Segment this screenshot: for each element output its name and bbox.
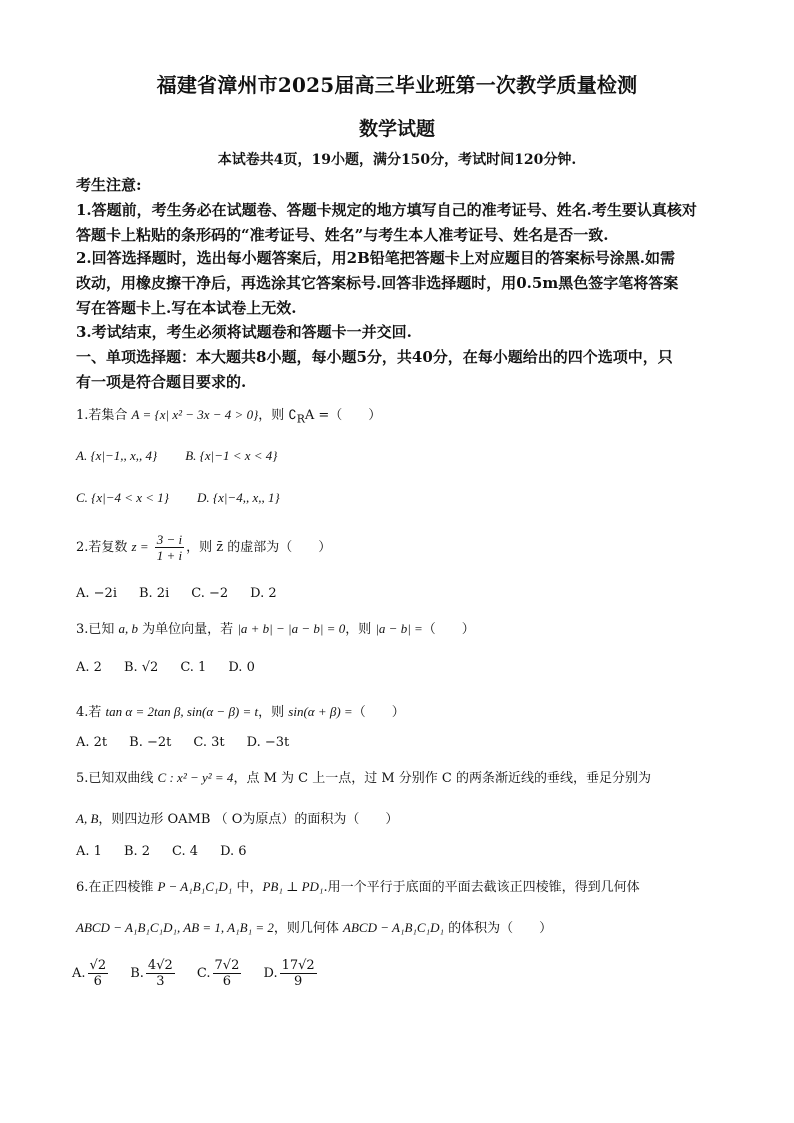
q3-option-c: C. 1 <box>180 660 207 675</box>
q4-option-b: B. −2t <box>129 735 172 750</box>
q6-option-b-fraction <box>146 958 175 989</box>
q6-option-d-label: D. <box>263 966 278 981</box>
q2-option-b: B. 2i <box>138 586 170 601</box>
q5-line2-rest: ，则四边形 OAMB （ O为原点）的面积为（ ） <box>98 812 399 827</box>
q3-option-a: A. 2 <box>76 660 102 675</box>
q6-option-c-label: C. <box>196 966 211 981</box>
question-6-line1 <box>76 876 640 895</box>
q3-option-b: B. √2 <box>123 660 159 675</box>
q6-line2-rest: 的体积为（ ） <box>444 921 553 936</box>
q6-option-a-den: 6 <box>93 974 102 989</box>
q6-pyramid: P − A₁B₁C₁D₁ <box>157 879 233 894</box>
q6-line2-mid: ，则几何体 <box>273 921 344 936</box>
q1-option-c: C. {x|−4 < x < 1} <box>76 490 169 505</box>
q6-option-a-fraction <box>88 958 109 989</box>
q4-condition: tan α = 2tan β, sin(α − β) = t <box>105 704 259 719</box>
q6-option-d-num: 17√2 <box>281 958 315 973</box>
q1-prefix: 1.若集合 <box>76 408 132 423</box>
q5-option-c: C. 4 <box>172 844 199 859</box>
q6-option-c-fraction <box>213 958 242 989</box>
q1-option-a: A. {x|−1,, x,, 4} <box>76 448 158 463</box>
notice-item2-line2: 改动，用橡皮擦干净后，再选涂其它答案标号.回答非选择题时，用0.5m黑色签字笔将答案 <box>76 274 679 292</box>
q6-option-b-label: B. <box>130 966 144 981</box>
page-title: 福建省漳州市2025届高三毕业班第一次教学质量检测 <box>156 73 638 97</box>
q4-prefix: 4.若 <box>76 705 106 720</box>
q4-ask: sin(α + β) = <box>288 704 353 719</box>
q6-option-b-den: 3 <box>156 974 165 989</box>
q3-prefix: 3.已知 <box>76 622 119 637</box>
notice-item2-line3: 写在答题卡上.写在本试卷上无效. <box>76 299 297 317</box>
q3-mid: 为单位向量，若 <box>138 622 238 637</box>
q6-option-c-den: 6 <box>222 974 232 989</box>
notice-item1-line2: 答题卡上粘贴的条形码的“准考证号、姓名”与考生本人准考证号、姓名是否一致. <box>76 226 609 244</box>
notice-item3: 3.考试结束，考生必须将试题卷和答题卡一并交回. <box>76 323 412 341</box>
section1-heading-line1: 一、单项选择题：本大题共8小题，每小题5分，共40分，在每小题给出的四个选项中，只 <box>76 348 673 366</box>
q1-option-b: B. {x|−1 < x < 4} <box>185 448 278 463</box>
notice-item1-line1: 1.答题前，考生务必在试题卷、答题卡规定的地方填写自己的准考证号、姓名.考生要认真核对 <box>76 201 697 219</box>
q6-option-d <box>263 958 318 989</box>
q5-options <box>76 844 269 859</box>
q2-fraction <box>155 532 184 563</box>
q6-option-a <box>72 958 110 989</box>
q4-option-a: A. 2t <box>76 735 108 750</box>
q2-option-c: C. −2 <box>191 586 229 601</box>
question-5-line1 <box>76 767 651 786</box>
q2-ask: ，则 z̄ 的虚部为（ ） <box>186 540 332 555</box>
question-5-line2 <box>76 808 398 827</box>
page-subtitle: 数学试题 <box>358 118 435 140</box>
q2-numerator: 3 − i <box>156 532 183 547</box>
q5-option-d: D. 6 <box>220 844 247 859</box>
question-6-line2 <box>76 917 552 936</box>
q3-vectors: a, b <box>118 621 139 636</box>
q6-option-c-num: 7√2 <box>214 958 240 973</box>
q6-option-c <box>197 958 243 989</box>
q6-option-d-den: 9 <box>293 974 303 989</box>
q5-line1-rest: ，点 M 为 C 上一点，过 M 分别作 C 的两条渐近线的垂线，垂足分别为 <box>233 771 652 786</box>
q3-paren: （ ） <box>422 622 475 637</box>
q5-option-a: A. 1 <box>76 844 102 859</box>
q6-option-a-num: √2 <box>89 958 107 973</box>
q6-option-b-num: 4√2 <box>147 958 173 973</box>
q4-paren: （ ） <box>352 705 405 720</box>
question-3 <box>76 618 475 637</box>
q2-z: z = <box>131 539 149 554</box>
q3-then: ，则 <box>345 622 376 637</box>
question-1 <box>76 404 381 426</box>
q3-option-d: D. 0 <box>228 660 255 675</box>
q6-line1-rest: .用一个平行于底面的平面去截该正四棱锥，得到几何体 <box>323 880 640 895</box>
notice-item2-line1: 2.回答选择题时，选出每小题答案后，用2B铅笔把答题卡上对应题目的答案标号涂黑.如需 <box>76 249 676 267</box>
q3-ask: |a − b| = <box>375 621 423 636</box>
q6-solid-ref: ABCD − A₁B₁C₁D₁ <box>343 920 445 935</box>
q3-options <box>76 660 277 675</box>
q6-mid: 中， <box>232 880 263 895</box>
question-4 <box>76 701 405 720</box>
q1-ask: A =（ ） <box>304 408 382 423</box>
q5-curve: C : x² − y² = 4 <box>157 770 234 785</box>
q6-options <box>72 958 341 989</box>
q6-option-a-label: A. <box>72 966 86 981</box>
q2-option-a: A. −2i <box>76 586 117 601</box>
notice-heading: 考生注意: <box>76 176 142 194</box>
q3-condition: |a + b| − |a − b| = 0 <box>237 621 346 636</box>
q4-options <box>76 735 311 750</box>
q6-perp: PB₁ ⊥ PD₁ <box>262 879 324 894</box>
section1-heading-line2: 有一项是符合题目要求的. <box>76 373 247 391</box>
q4-option-c: C. 3t <box>193 735 225 750</box>
q6-prefix: 6.在正四棱锥 <box>76 880 158 895</box>
q4-option-d: D. −3t <box>246 735 290 750</box>
q1-options-row1 <box>76 448 300 464</box>
q1-complement-sub: R <box>296 412 305 426</box>
q2-option-d: D. 2 <box>250 586 277 601</box>
q5-prefix: 5.已知双曲线 <box>76 771 158 786</box>
q1-complement: ，则 ∁ <box>258 408 297 423</box>
q5-option-b: B. 2 <box>123 844 151 859</box>
q6-option-b <box>130 958 177 989</box>
q2-prefix: 2.若复数 <box>76 540 132 555</box>
q4-then: ，则 <box>258 705 289 720</box>
q2-denominator: 1 + i <box>156 548 183 563</box>
q1-set: A = {x| x² − 3x − 4 > 0} <box>131 407 259 422</box>
q2-options <box>76 586 299 601</box>
q6-solid: ABCD − A₁B₁C₁D₁, AB = 1, A₁B₁ = 2 <box>76 920 274 935</box>
q1-option-d: D. {x|−4,, x,, 1} <box>197 490 280 505</box>
q5-points: A, B <box>76 811 99 826</box>
exam-info: 本试卷共4页，19小题，满分150分，考试时间120分钟. <box>217 152 577 168</box>
question-2 <box>76 532 331 563</box>
q6-option-d-fraction <box>280 958 317 989</box>
q1-options-row2 <box>76 490 302 506</box>
